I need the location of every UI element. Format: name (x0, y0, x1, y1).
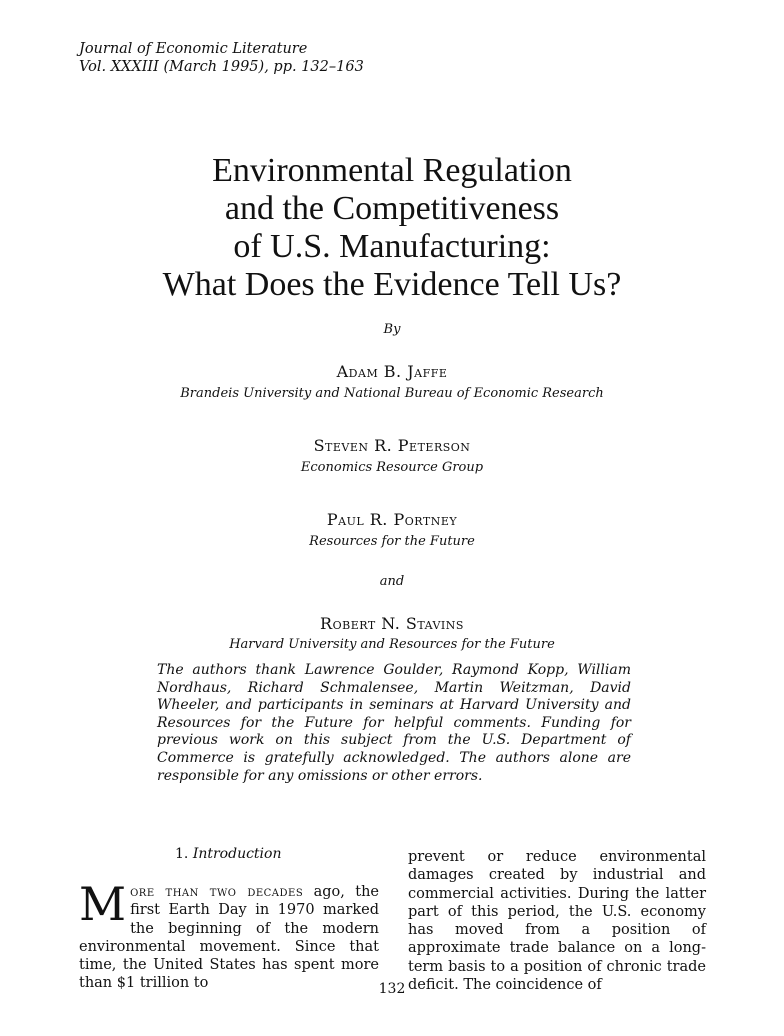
article-title (0, 152, 784, 304)
author-affiliation: Brandeis University and National Bureau of Economic Research (180, 386, 604, 401)
journal-header (79, 40, 364, 76)
title-line: Environmental Regulation (212, 152, 572, 189)
body-text: ago, the first Earth Day in 1970 marked the beginning of the modern environmental movement. Since that time, the United States has spent more than $1 trillion to (79, 884, 379, 992)
author-affiliation: Economics Resource Group (300, 460, 484, 475)
journal-name: Journal of Economic Literature (79, 41, 308, 57)
title-line: of U.S. Manufacturing: (233, 228, 551, 265)
acknowledgment-note: The authors thank Lawrence Goulder, Raymond Kopp, William Nordhaus, Richard Schmalensee, Martin Weitzman, David Wheeler, and participants in seminars at Harvard University and Resources for the Future for helpful comments. Funding for previous work on this subject from the U.S. Department of Commerce is gratefully acknowledged. The authors alone are responsible for any omissions or other errors. (157, 662, 631, 784)
author-conjunction: and (379, 574, 405, 589)
author-name: Robert N. Stavins (320, 614, 464, 633)
author-affiliation: Resources for the Future (309, 534, 475, 549)
byline: By (383, 322, 401, 337)
body-column-right: prevent or reduce environmental damages created by industrial and commercial activities. During the latter part of this period, the U.S. economy has moved from a position of approximate trade balance on a long-term basis to a position of chronic trade deficit. The coincidence of (408, 849, 706, 994)
author-affiliation: Harvard University and Resources for the Future (229, 637, 555, 652)
title-line: What Does the Evidence Tell Us? (162, 266, 622, 303)
lead-in-smallcaps: ore than two decades (130, 884, 304, 900)
author-name: Paul R. Portney (326, 510, 458, 529)
journal-volume: Vol. XXXIII (March 1995), pp. 132–163 (79, 59, 364, 75)
body-column-left (79, 877, 379, 993)
title-line: and the Competitiveness (224, 190, 560, 227)
page-number: 132 (378, 981, 406, 997)
author-name: Steven R. Peterson (313, 436, 471, 455)
section-title: Introduction (192, 846, 282, 862)
drop-cap: M (79, 877, 127, 931)
section-heading (175, 846, 281, 862)
author-name: Adam B. Jaffe (336, 362, 448, 381)
section-number: 1. (175, 846, 189, 862)
